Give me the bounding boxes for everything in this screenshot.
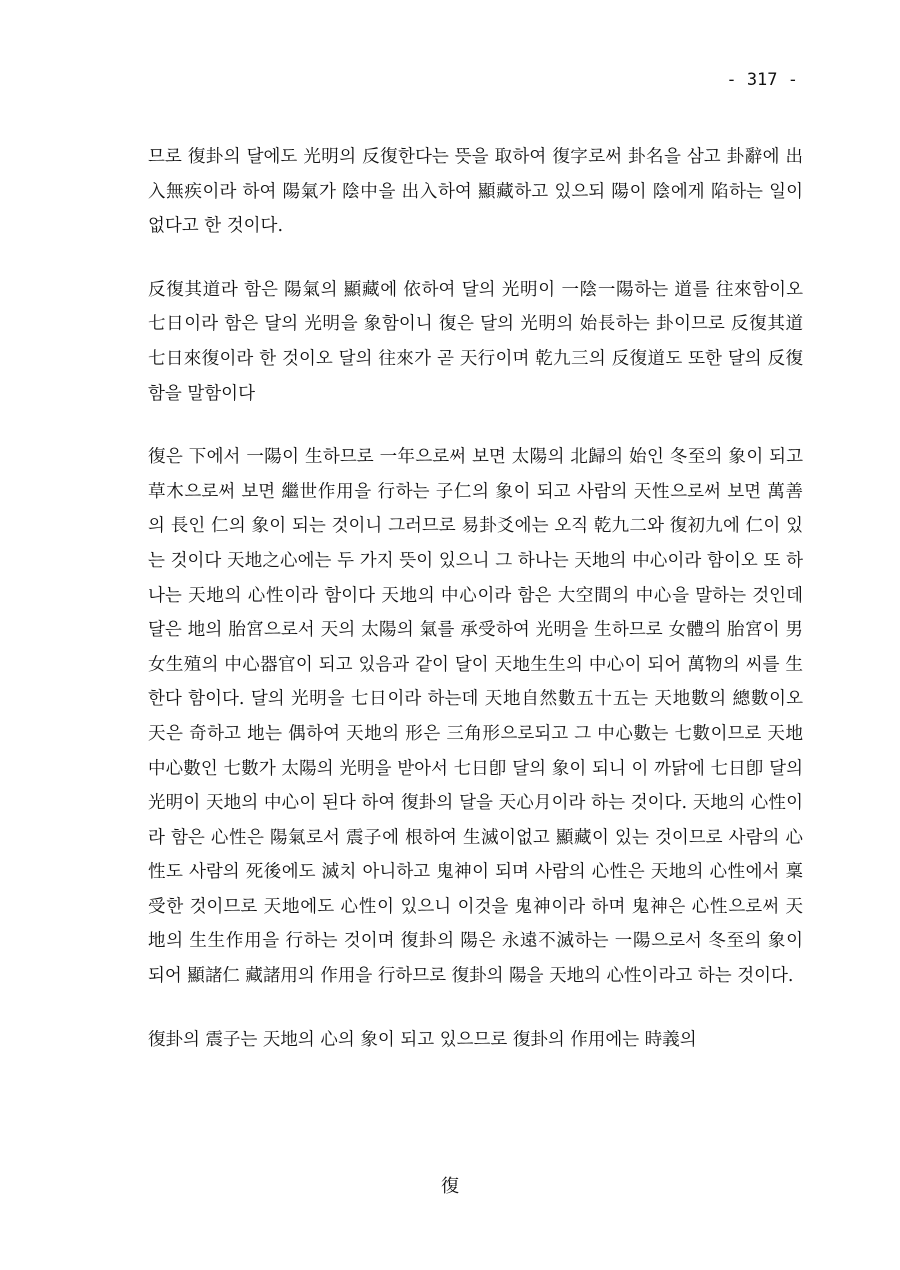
paragraph-4: 復卦의 震子는 天地의 心의 象이 되고 있으므로 復卦의 作用에는 時義의 <box>148 1029 697 1050</box>
paragraph-3: 復은 下에서 一陽이 生하므로 一年으로써 보면 太陽의 北歸의 始인 冬至의 象이 되고 草木으로써 보면 繼世作用을 行하는 子仁의 象이 되고 사람의 天性으로써 보면 萬善의 長인 仁의 象이 되는 것이니 그러므로 易卦爻에는 오직 乾九二와 復初九에 仁이 있는 것이다 天地之心에는 두 가지 뜻이 있으니 그 하나는 天地의 中心이라 함이오 또 하나는 天地의 心性이라 함이다 天地의 中心이라 함은 大空間의 中心을 말하는 것인데 달은 地의 胎宮으로서 天의 太陽의 氣를 承受하여 光明을 生하므로 女體의 胎宮이 男女生殖의 中心器官이 되고 있음과 같이 달이 天地生生의 中心이 되어 萬物의 씨를 生한다 함이다. 달의 光明을 七日이라 하는데 天地自然數五十五는 天地數의 總數이오 天은 奇하고 地는 偶하여 天地의 形은 三角形으로되고 그 中心數는 七數이므로 天地中心數인 七數가 太陽의 光明을 받아서 七日卽 달의 象이 되니 이 까닭에 七日卽 달의 光明이 天地의 中心이 된다 하여 復卦의 달을 天心月이라 하는 것이다. 天地의 心性이라 함은 心性은 陽氣로서 震子에 根하여 生滅이없고 顯藏이 있는 것이므로 사람의 心性도 사람의 死後에도 滅치 아니하고 鬼神이 되며 사람의 心性은 天地의 心性에서 稟受한 것이므로 天地에도 心性이 있으니 이것을 鬼神이라 하며 鬼神은 心性으로써 天地의 生生作用을 行하는 것이며 復卦의 陽은 永遠不滅하는 一陽으로서 冬至의 象이 되어 顯諸仁 藏諸用의 作用을 行하므로 復卦의 陽을 天地의 心性이라고 하는 것이다. <box>148 447 803 987</box>
footer-label: 復 <box>441 1176 459 1197</box>
document-body <box>148 140 803 1086</box>
paragraph-1: 므로 復卦의 달에도 光明의 反復한다는 뜻을 取하여 復字로써 卦名을 삼고 卦辭에 出入無疾이라 하여 陽氣가 陰中을 出入하여 顯藏하고 있으되 陽이 陰에게 陷하는 일이 없다고 한 것이다. <box>148 147 803 237</box>
paragraph-2: 反復其道라 함은 陽氣의 顯藏에 依하여 달의 光明이 一陰一陽하는 道를 往來함이오 七日이라 함은 달의 光明을 象함이니 復은 달의 光明의 始長하는 卦이므로 反復其道七日來復이라 한 것이오 달의 往來가 곧 天行이며 乾九三의 反復道도 또한 달의 反復함을 말함이다 <box>148 279 803 404</box>
page-number: - 317 - <box>726 70 798 90</box>
